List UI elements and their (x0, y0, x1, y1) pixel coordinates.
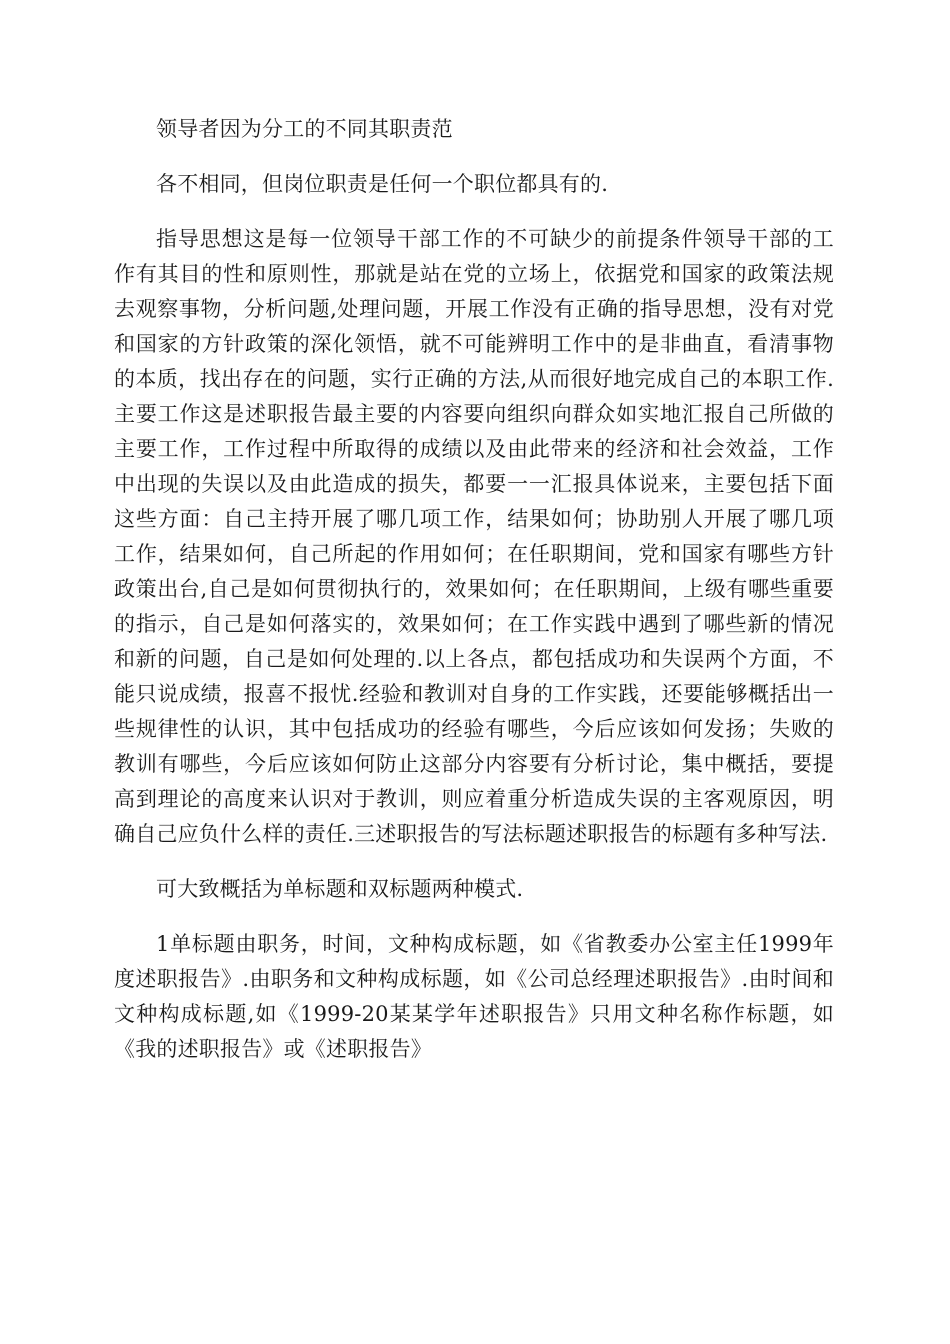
paragraph-4: 可大致概括为单标题和双标题两种模式. (156, 877, 524, 901)
paragraph-3: 指导思想这是每一位领导干部工作的不可缺少的前提条件领导干部的工作有其目的性和原则性，那就是站在党的立场上，依据党和国家的政策法规去观察事物，分析问题,处理问题，开展工作没有正确的指导思想，没有对党和国家的方针政策的深化领悟，就不可能辨明工作中的是非曲直，看清事物的本质，找出存在的问题，实行正确的方法,从而很好地完成自己的本职工作.主要工作这是述职报告最主要的内容要向组织向群众如实地汇报自己所做的主要工作，工作过程中所取得的成绩以及由此带来的经济和社会效益，工作中出现的失误以及由此造成的损失，都要一一汇报具体说来，主要包括下面这些方面：自己主持开展了哪几项工作，结果如何；协助别人开展了哪几项工作，结果如何，自己所起的作用如何；在任职期间，党和国家有哪些方针政策出台,自己是如何贯彻执行的，效果如何；在任职期间，上级有哪些重要的指示，自己是如何落实的，效果如何；在工作实践中遇到了哪些新的情况和新的问题，自己是如何处理的.以上各点，都包括成功和失误两个方面，不能只说成绩，报喜不报忧.经验和教训对自身的工作实践，还要能够概括出一些规律性的认识，其中包括成功的经验有哪些，今后应该如何发扬；失败的教训有哪些，今后应该如何防止这部分内容要有分析讨论，集中概括，要提高到理论的高度来认识对于教训，则应着重分析造成失误的主客观原因，明确自己应负什么样的责任.三述职报告的写法标题述职报告的标题有多种写法. (114, 227, 834, 846)
document-body (114, 112, 834, 1067)
paragraph-1: 领导者因为分工的不同其职责范 (156, 117, 453, 141)
paragraph-2: 各不相同，但岗位职责是任何一个职位都具有的. (156, 172, 609, 196)
paragraph-5: 1单标题由职务，时间，文种构成标题，如《省教委办公室主任1999年度述职报告》.由职务和文种构成标题，如《公司总经理述职报告》.由时间和文种构成标题,如《1999-20某某学年述职报告》只用文种名称作标题，如《我的述职报告》或《述职报告》 (114, 932, 834, 1061)
